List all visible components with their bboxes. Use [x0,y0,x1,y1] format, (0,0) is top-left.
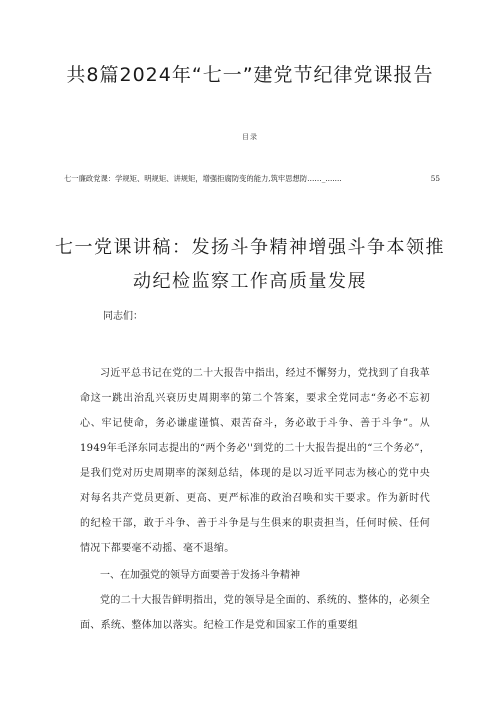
toc-heading: 目录 [242,133,258,141]
document-title: 共8篇2024年“七一”建党节纪律党课报告 [66,64,434,86]
greeting: 同志们： [103,311,143,322]
toc-entry[interactable] [64,174,442,184]
subheading: 一、在加强党的领导方面要善于发扬斗争精神 [100,570,300,581]
toc-page-number: 55 [430,174,440,183]
body-paragraph: 党的二十大报告鲜明指出，党的领导是全面的、系统的、整体的，必须全面、系统、整体加以落实。纪检工作是党和国家工作的重要组 [80,595,430,631]
body-paragraph: 习近平总书记在党的二十大报告中指出，经过不懈努力，党找到了自我革命这一跳出治乱兴衰历史周期率的第二个答案，要求全党同志“务必不忘初心、牢记使命，务必谦虚谨慎、艰苦奋斗，务必敢于斗争、善于斗争”。从1949年毛泽东同志提出的“两个务必''到党的二十大报告提出的“三个务必”，是我们党对历史周期率的深刻总结，体现的是以习近平同志为核心的党中央对每名共产党员更新、更高、更严标准的政治召唤和实干要求。作为新时代的纪检干部，敢于斗争、善于斗争是与生俱来的职责担当，任何时候、任何情况下都要毫不动摇、毫不退缩。 [80,368,430,554]
toc-leader: ……_....... [307,174,342,183]
section-title: 七一党课讲稿：发扬斗争精神增强斗争本领推动纪检监察工作高质量发展 [55,237,445,292]
toc-entry-text: 七一廉政党课：学规矩、明规矩、讲规矩，增强拒腐防变的能力,筑牢思想防 [64,174,308,183]
